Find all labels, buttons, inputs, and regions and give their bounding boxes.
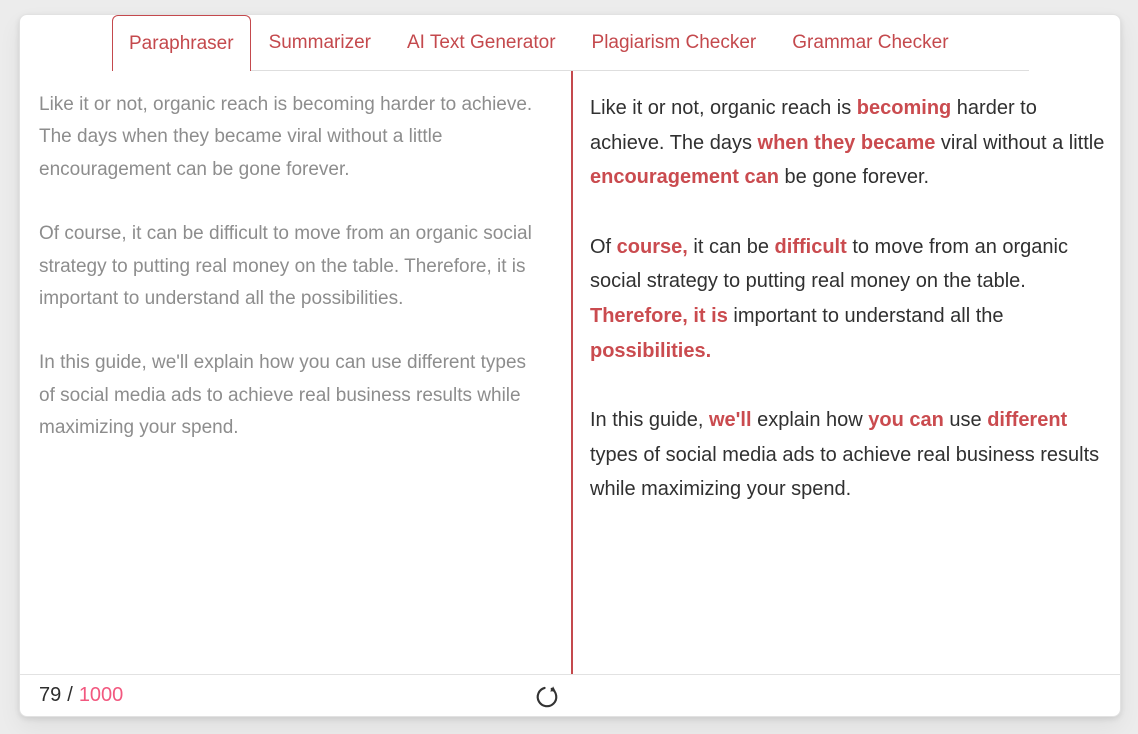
word-count: 79 [39, 684, 62, 706]
output-text-segment: types of social media ads to achieve real business results while maximizing your spend. [590, 443, 1100, 501]
output-text-segment: explain how [751, 409, 869, 432]
word-counter [39, 684, 123, 707]
input-text-area[interactable] [20, 71, 571, 674]
changed-word[interactable]: Therefore, it is [590, 304, 728, 327]
output-text-segment: it can be [687, 235, 775, 258]
refresh-icon [534, 683, 560, 709]
tab-plagiarism-checker[interactable]: Plagiarism Checker [591, 31, 757, 53]
input-paragraph: In this guide, we'll explain how you can use different types of social media ads to achieve real business results while maximizing your spend. [39, 352, 527, 439]
tab-grammar-checker[interactable]: Grammar Checker [792, 31, 949, 53]
footer-left [20, 682, 573, 710]
paraphraser-app-card [19, 14, 1121, 717]
tab-paraphraser[interactable]: Paraphraser [112, 15, 251, 71]
output-paragraph [590, 230, 1106, 368]
word-count-separator: / [67, 684, 73, 706]
output-text-segment: important to understand all the [727, 304, 1004, 327]
output-text-segment: harder to achieve. The days [590, 97, 1037, 154]
changed-word[interactable]: course, [616, 235, 688, 258]
output-paragraph [590, 403, 1106, 507]
word-limit: 1000 [78, 684, 124, 706]
tab-summarizer[interactable]: Summarizer [268, 31, 371, 53]
changed-word[interactable]: possibilities. [590, 339, 712, 362]
changed-word[interactable]: difficult [774, 235, 847, 258]
changed-word[interactable]: encouragement can [590, 166, 779, 189]
changed-word[interactable]: you can [868, 409, 944, 432]
rephrase-refresh-button[interactable] [533, 682, 561, 710]
changed-word[interactable]: becoming [856, 97, 952, 119]
output-text-segment: Of [590, 235, 617, 258]
output-text-segment: to move from an organic social strategy to putting real money on the table. [590, 235, 1068, 293]
input-paragraph: Like it or not, organic reach is becoming harder to achieve. The days when they became viral without a little encouragement can be gone forever. [39, 94, 533, 180]
output-text-segment: viral without a little [935, 131, 1105, 154]
output-text-segment: Like it or not, organic reach is [590, 97, 857, 119]
tool-tabbar [20, 15, 1120, 71]
output-text-segment: use [943, 409, 988, 432]
output-text-area [573, 71, 1120, 674]
tab-ai-text-generator[interactable]: AI Text Generator [406, 31, 556, 53]
tool-tabs [112, 15, 1029, 71]
output-text-segment: be gone forever. [778, 166, 930, 189]
changed-word[interactable]: when they became [757, 131, 936, 154]
changed-word[interactable]: different [987, 409, 1068, 432]
input-paragraph: Of course, it can be difficult to move from an organic social strategy to putting real money on the table. Therefore, it is important to understand all the possibilities. [39, 223, 532, 310]
paraphraser-content [20, 71, 1120, 674]
output-text-segment: In this guide, [590, 409, 709, 432]
footer-bar [20, 674, 1120, 716]
output-paragraph [590, 91, 1106, 195]
changed-word[interactable]: we'll [708, 409, 752, 432]
